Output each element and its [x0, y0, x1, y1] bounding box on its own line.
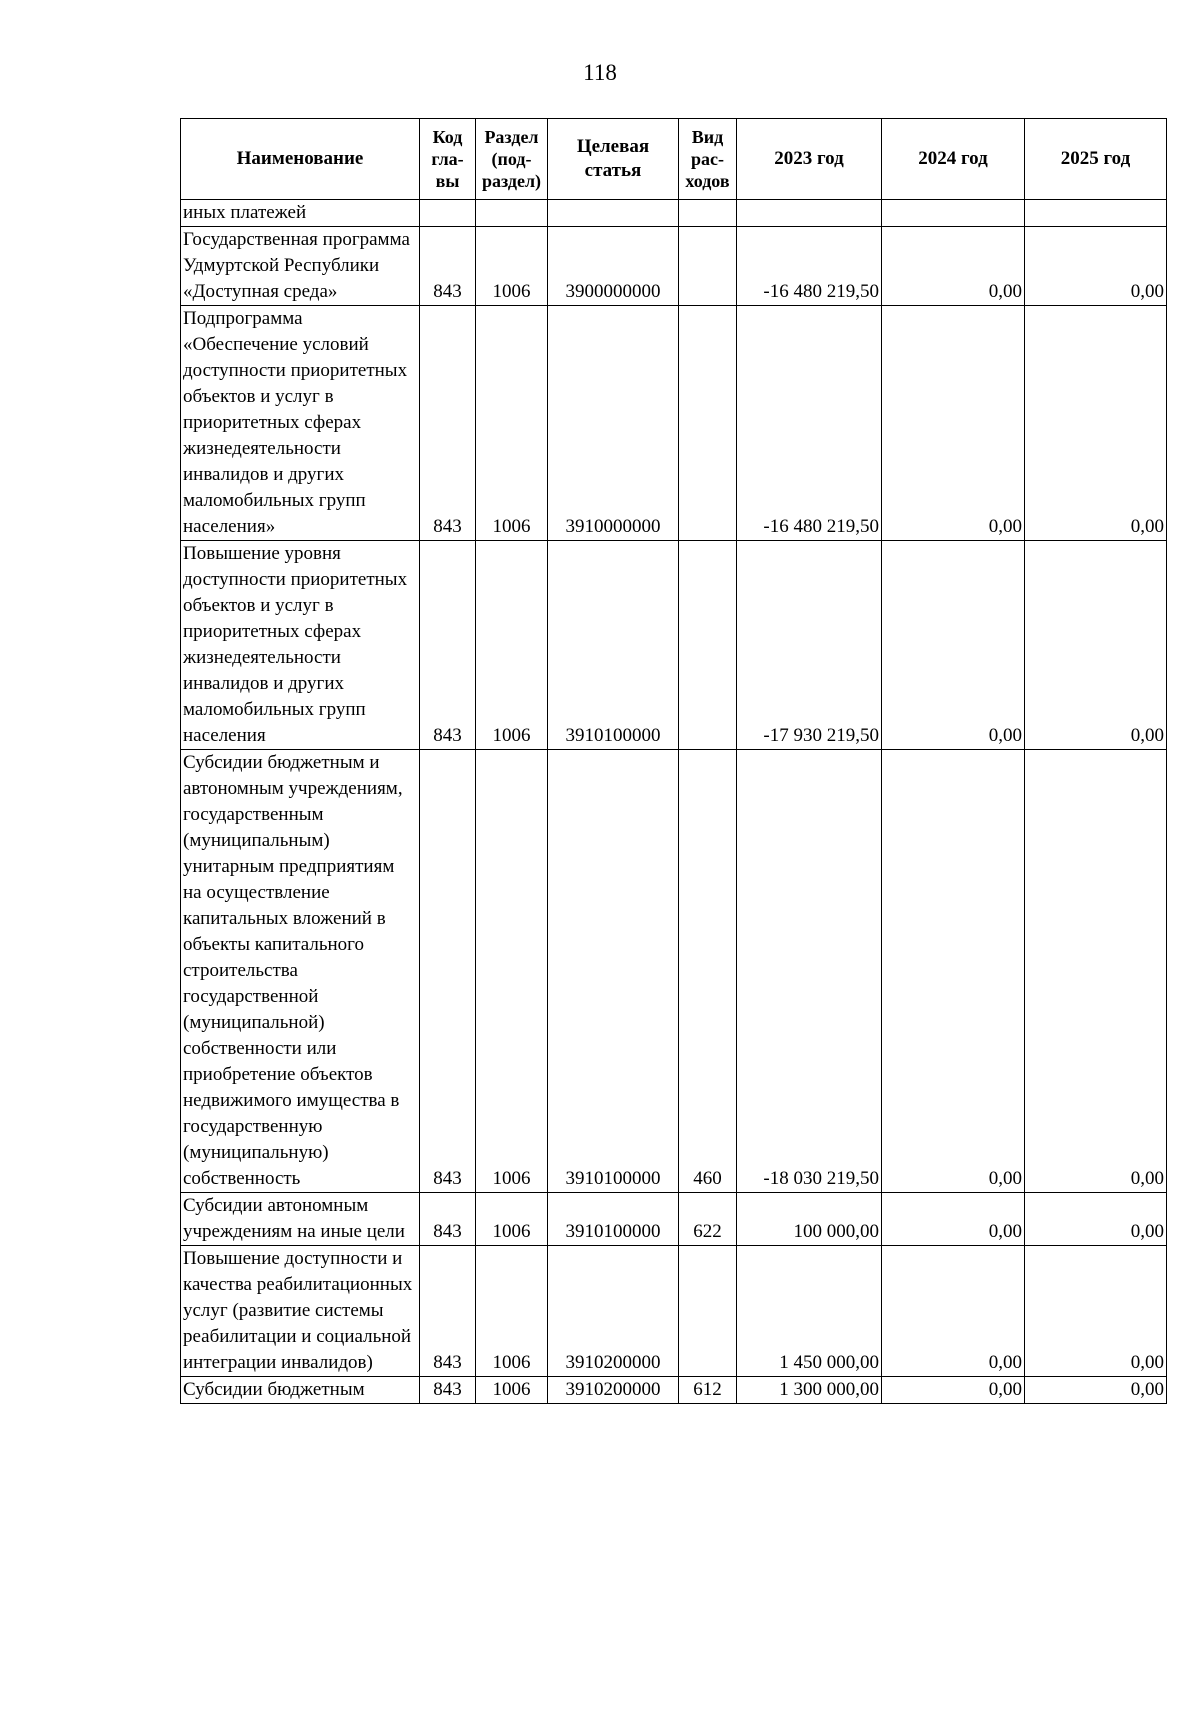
- table-header-row: [181, 119, 1167, 200]
- row-kind: [679, 306, 737, 541]
- row-kind: [679, 541, 737, 750]
- row-2024: 0,00: [882, 306, 1025, 541]
- page-number: 118: [583, 60, 617, 85]
- table-row: [181, 1246, 1167, 1377]
- row-name: Подпрограмма «Обеспечение условий доступности приоритетных объектов и услуг в приоритетных сферах жизнедеятельности инвалидов и других маломобильных групп населения»: [181, 306, 420, 541]
- row-2025: 0,00: [1025, 1193, 1167, 1246]
- row-section: [476, 200, 548, 227]
- row-2025: 0,00: [1025, 227, 1167, 306]
- header-chapter-code: Код гла- вы: [420, 119, 476, 200]
- header-target-article: Целевая статья: [548, 119, 679, 200]
- row-section: 1006: [476, 1377, 548, 1404]
- row-target: 3910000000: [548, 306, 679, 541]
- header-2025: 2025 год: [1025, 119, 1167, 200]
- row-target: 3910200000: [548, 1246, 679, 1377]
- row-2023: -16 480 219,50: [737, 227, 882, 306]
- row-kind: 612: [679, 1377, 737, 1404]
- header-name: Наименование: [181, 119, 420, 200]
- row-section: 1006: [476, 750, 548, 1193]
- row-2023: 1 450 000,00: [737, 1246, 882, 1377]
- header-2023: 2023 год: [737, 119, 882, 200]
- row-2024: 0,00: [882, 750, 1025, 1193]
- row-2023: -17 930 219,50: [737, 541, 882, 750]
- row-chapter: 843: [420, 1246, 476, 1377]
- table-row: [181, 227, 1167, 306]
- row-2025: [1025, 200, 1167, 227]
- table-row: [181, 1377, 1167, 1404]
- row-2024: 0,00: [882, 1246, 1025, 1377]
- row-section: 1006: [476, 306, 548, 541]
- row-name: Повышение уровня доступности приоритетных объектов и услуг в приоритетных сферах жизнедеятельности инвалидов и других маломобильных групп населения: [181, 541, 420, 750]
- table-row: [181, 200, 1167, 227]
- row-section: 1006: [476, 1193, 548, 1246]
- row-chapter: 843: [420, 541, 476, 750]
- header-2024: 2024 год: [882, 119, 1025, 200]
- row-name: иных платежей: [181, 200, 420, 227]
- row-target: 3910100000: [548, 750, 679, 1193]
- row-kind: [679, 200, 737, 227]
- table-row: [181, 750, 1167, 1193]
- row-2023: [737, 200, 882, 227]
- row-2024: 0,00: [882, 1193, 1025, 1246]
- row-2023: -18 030 219,50: [737, 750, 882, 1193]
- row-2025: 0,00: [1025, 1377, 1167, 1404]
- row-chapter: [420, 200, 476, 227]
- row-2023: 1 300 000,00: [737, 1377, 882, 1404]
- row-section: 1006: [476, 1246, 548, 1377]
- row-2024: 0,00: [882, 227, 1025, 306]
- row-kind: 460: [679, 750, 737, 1193]
- table-row: [181, 541, 1167, 750]
- row-chapter: 843: [420, 227, 476, 306]
- row-2023: 100 000,00: [737, 1193, 882, 1246]
- budget-table: [180, 118, 1167, 1404]
- row-2025: 0,00: [1025, 306, 1167, 541]
- row-target: 3910100000: [548, 541, 679, 750]
- row-target: 3910200000: [548, 1377, 679, 1404]
- row-target: [548, 200, 679, 227]
- row-kind: [679, 227, 737, 306]
- row-section: 1006: [476, 541, 548, 750]
- row-2024: 0,00: [882, 1377, 1025, 1404]
- row-name: Повышение доступности и качества реабилитационных услуг (развитие системы реабилитации и социальной интеграции инвалидов): [181, 1246, 420, 1377]
- row-name: Субсидии автономным учреждениям на иные цели: [181, 1193, 420, 1246]
- row-chapter: 843: [420, 306, 476, 541]
- row-section: 1006: [476, 227, 548, 306]
- row-2025: 0,00: [1025, 541, 1167, 750]
- header-section: Раздел (под- раздел): [476, 119, 548, 200]
- row-target: 3910100000: [548, 1193, 679, 1246]
- row-name: Субсидии бюджетным: [181, 1377, 420, 1404]
- row-2024: [882, 200, 1025, 227]
- row-chapter: 843: [420, 750, 476, 1193]
- row-kind: [679, 1246, 737, 1377]
- row-chapter: 843: [420, 1377, 476, 1404]
- row-2025: 0,00: [1025, 750, 1167, 1193]
- row-name: Субсидии бюджетным и автономным учреждениям, государственным (муниципальным) унитарным предприятиям на осуществление капитальных вложений в объекты капитального строительства государственной (муниципальной) собственности или приобретение объектов недвижимого имущества в государственную (муниципальную) собственность: [181, 750, 420, 1193]
- row-kind: 622: [679, 1193, 737, 1246]
- row-chapter: 843: [420, 1193, 476, 1246]
- row-target: 3900000000: [548, 227, 679, 306]
- row-name: Государственная программа Удмуртской Республики «Доступная среда»: [181, 227, 420, 306]
- row-2023: -16 480 219,50: [737, 306, 882, 541]
- table-row: [181, 1193, 1167, 1246]
- header-expense-kind: Вид рас- ходов: [679, 119, 737, 200]
- table-row: [181, 306, 1167, 541]
- row-2024: 0,00: [882, 541, 1025, 750]
- row-2025: 0,00: [1025, 1246, 1167, 1377]
